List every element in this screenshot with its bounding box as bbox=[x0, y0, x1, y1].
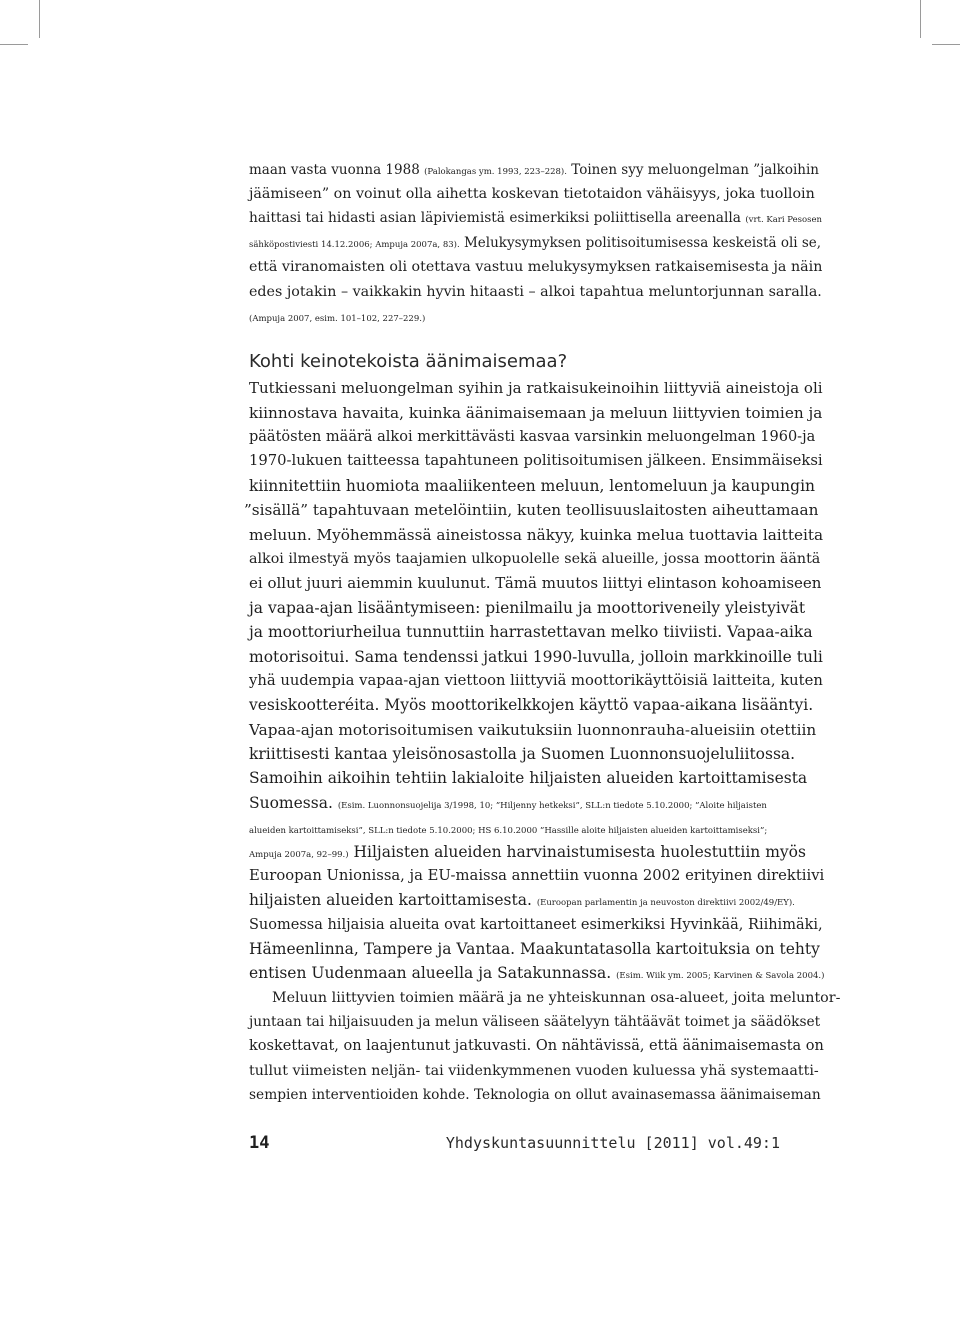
crop-mark-top-right-vertical bbox=[920, 0, 921, 38]
page-number: 14 bbox=[249, 1133, 270, 1153]
text-line: alkoi ilmestyä myös taajamien ulkopuolelle sekä alueille, jossa moottorin ääntä bbox=[249, 551, 821, 567]
text-line: koskettavat, on laajentunut jatkuvasti. On nähtävissä, että äänimaisemasta on bbox=[249, 1038, 824, 1054]
text-line: ja vapaa-ajan lisääntymiseen: pienilmailu ja moottoriveneily yleistyivät bbox=[249, 599, 806, 617]
text-line: Samoihin aikoihin tehtiin lakialoite hiljaisten alueiden kartoittamisesta bbox=[249, 769, 808, 787]
text-line bbox=[249, 208, 822, 230]
text-line: Euroopan Unionissa, ja EU-maissa annettiin vuonna 2002 erityinen direktiivi bbox=[249, 867, 825, 884]
text-line bbox=[249, 818, 767, 841]
text-span: Melukysymyksen politisoitumisessa keskeistä oli se, bbox=[463, 235, 822, 251]
text-line: ”sisällä” tapahtuvaan metelöintiin, kuten teollisuuslaitosten aiheuttamaan bbox=[244, 501, 819, 519]
citation: (Esim. Luonnonsuojelija 3/1998, 10; ”Hiljenny hetkeksi”, SLL:n tiedote 5.10.2000; ”Aloite hiljaisten bbox=[337, 801, 767, 811]
citation: Ampuja 2007a, 92–99.) bbox=[249, 850, 349, 860]
citation: alueiden kartoittamiseksi”, SLL:n tiedote 5.10.2000; HS 6.10.2000 ”Hassille aloite hiljaisten alueiden kartoittamiseksi”; bbox=[249, 826, 768, 836]
text-line: Hämeenlinna, Tampere ja Vantaa. Maakuntatasolla kartoituksia on tehty bbox=[249, 940, 820, 958]
text-line bbox=[249, 306, 425, 329]
text-line: yhä uudempia vapaa-ajan viettoon liittyviä moottorikäyttöisiä laitteita, kuten bbox=[249, 672, 823, 689]
text-line: jäämiseen” on voinut olla aihetta koskevan tietotaidon vähäisyys, joka tuolloin bbox=[249, 186, 815, 202]
citation: (Palokangas ym. 1993, 223–228). bbox=[424, 167, 567, 177]
text-line: kriittisesti kantaa yleisönosastolla ja Suomen Luonnonsuojeluliitossa. bbox=[249, 745, 796, 763]
text-line: kiinnitettiin huomiota maaliikenteen meluun, lentomeluun ja kaupungin bbox=[249, 477, 816, 495]
text-line: juntaan tai hiljaisuuden ja melun väliseen säätelyyn tähtäävät toimet ja säädökset bbox=[249, 1014, 821, 1030]
text-line: 1970-lukuen taitteessa tapahtuneen politisoitumisen jälkeen. Ensimmäiseksi bbox=[249, 452, 823, 469]
text-span: haittasi tai hidasti asian läpiviemistä esimerkiksi poliittisella areenalla bbox=[249, 210, 741, 226]
text-line: ja moottoriurheilua tunnuttiin harrastettavan melko tiiviisti. Vapaa-aika bbox=[249, 623, 813, 641]
text-line: Meluun liittyvien toimien määrä ja ne yhteiskunnan osa-alueet, joita meluntor- bbox=[272, 990, 841, 1006]
crop-mark-top-left-vertical bbox=[39, 0, 40, 38]
text-line: Vapaa-ajan motorisoitumisen vaikutuksiin luonnonrauha-alueisiin otettiin bbox=[249, 721, 817, 739]
text-line: että viranomaisten oli otettava vastuu melukysymyksen ratkaisemisesta ja näin bbox=[249, 259, 823, 275]
text-line: Suomessa hiljaisia alueita ovat kartoittaneet esimerkiksi Hyvinkää, Riihimäki, bbox=[249, 917, 823, 933]
text-line: sempien interventioiden kohde. Teknologia on ollut avainasemassa äänimaiseman bbox=[249, 1087, 821, 1103]
text-span: maan vasta vuonna 1988 bbox=[249, 162, 420, 178]
citation: (Esim. Wiik ym. 2005; Karvinen & Savola 2004.) bbox=[616, 971, 825, 981]
text-line bbox=[249, 160, 819, 182]
text-line bbox=[249, 233, 821, 255]
text-line: vesiskootteréita. Myös moottorikelkkojen käyttö vapaa-aikana lisääntyi. bbox=[249, 696, 814, 714]
citation: (vrt. Kari Pesosen bbox=[745, 215, 822, 225]
citation: (Ampuja 2007, esim. 101–102, 227–229.) bbox=[249, 314, 426, 324]
text-line: motorisoitui. Sama tendenssi jatkui 1990-luvulla, jolloin markkinoille tuli bbox=[249, 648, 823, 666]
text-line bbox=[249, 890, 795, 913]
text-span: hiljaisten alueiden kartoittamisesta. bbox=[249, 891, 532, 909]
text-line: päätösten määrä alkoi merkittävästi kasvaa varsinkin meluongelman 1960-ja bbox=[249, 429, 816, 445]
text-line: edes jotakin – vaikkakin hyvin hitaasti – alkoi tapahtua meluntorjunnan saralla. bbox=[249, 284, 822, 300]
citation: (Euroopan parlamentin ja neuvoston direktiivi 2002/49/EY). bbox=[536, 898, 795, 908]
text-line: Tutkiessani meluongelman syihin ja ratkaisukeinoihin liittyviä aineistoja oli bbox=[249, 379, 823, 397]
text-line bbox=[249, 963, 824, 986]
text-span: Toinen syy meluongelman ”jalkoihin bbox=[571, 162, 819, 178]
crop-mark-top-right-horizontal bbox=[932, 44, 960, 45]
citation: sähköpostiviesti 14.12.2006; Ampuja 2007a, 83). bbox=[249, 240, 460, 250]
text-line bbox=[249, 842, 806, 865]
text-line: ei ollut juuri aiemmin kuulunut. Tämä muutos liittyi elintason kohoamiseen bbox=[249, 574, 822, 592]
text-line: meluun. Myöhemmässä aineistossa näkyy, kuinka melua tuottavia laitteita bbox=[249, 526, 824, 544]
section-heading: Kohti keinotekoista äänimaisemaa? bbox=[249, 351, 568, 372]
text-span: Hiljaisten alueiden harvinaistumisesta huolestuttiin myös bbox=[353, 843, 806, 861]
journal-footer: Yhdyskuntasuunnittelu [2011] vol.49:1 bbox=[445, 1134, 780, 1152]
crop-mark-top-left-horizontal bbox=[0, 44, 28, 45]
text-span: Suomessa. bbox=[249, 794, 333, 812]
text-line bbox=[249, 793, 767, 816]
text-line: tullut viimeisten neljän- tai viidenkymmenen vuoden kuluessa yhä systemaatti- bbox=[249, 1063, 819, 1079]
text-span: entisen Uudenmaan alueella ja Satakunnassa. bbox=[249, 964, 612, 982]
text-line: kiinnostava havaita, kuinka äänimaisemaan ja meluun liittyvien toimien ja bbox=[249, 404, 823, 422]
